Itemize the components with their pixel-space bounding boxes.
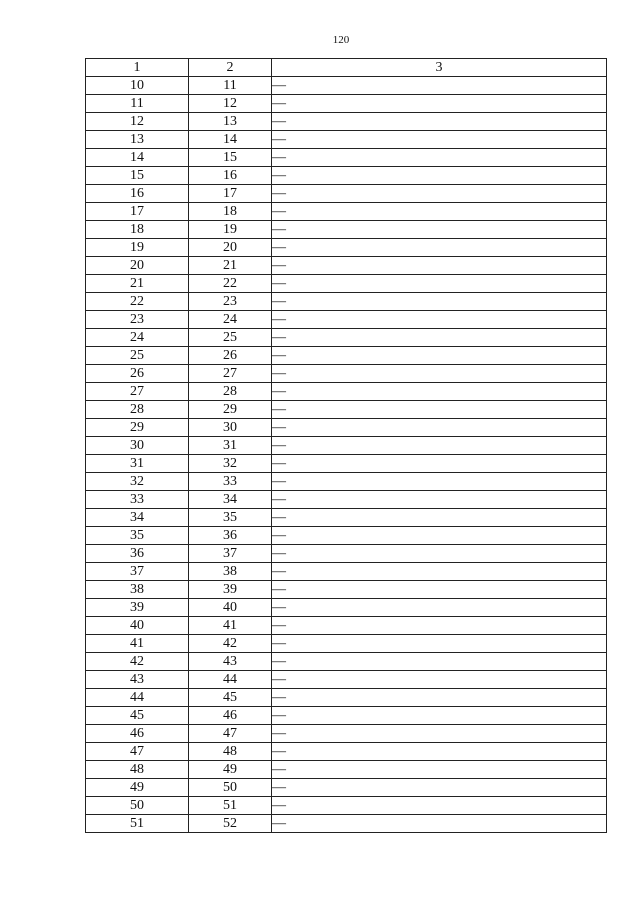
table-cell-col1: 22	[86, 293, 189, 311]
table-cell-col1: 36	[86, 545, 189, 563]
table-row	[86, 725, 607, 743]
table-cell-col3: —	[272, 743, 607, 761]
table-cell-col2: 45	[189, 689, 272, 707]
table-cell-col2: 51	[189, 797, 272, 815]
table-cell-col3: —	[272, 509, 607, 527]
table-cell-col2: 22	[189, 275, 272, 293]
table-cell-col3: —	[272, 635, 607, 653]
table-cell-col1: 26	[86, 365, 189, 383]
table-cell-col3: —	[272, 455, 607, 473]
table-cell-col3: —	[272, 221, 607, 239]
column-header-1: 1	[86, 59, 189, 77]
table-cell-col2: 29	[189, 401, 272, 419]
table-cell-col3: —	[272, 617, 607, 635]
table-cell-col2: 15	[189, 149, 272, 167]
table-cell-col3: —	[272, 653, 607, 671]
table-cell-col1: 24	[86, 329, 189, 347]
table-cell-col1: 51	[86, 815, 189, 833]
table-cell-col1: 28	[86, 401, 189, 419]
table-cell-col1: 20	[86, 257, 189, 275]
table-cell-col2: 38	[189, 563, 272, 581]
table-cell-col3: —	[272, 203, 607, 221]
table-cell-col1: 17	[86, 203, 189, 221]
table-row	[86, 95, 607, 113]
table-cell-col1: 45	[86, 707, 189, 725]
table-cell-col3: —	[272, 383, 607, 401]
table-row	[86, 689, 607, 707]
table-cell-col1: 29	[86, 419, 189, 437]
table-row	[86, 365, 607, 383]
table-row	[86, 185, 607, 203]
table-cell-col2: 17	[189, 185, 272, 203]
table-cell-col2: 44	[189, 671, 272, 689]
table-cell-col3: —	[272, 581, 607, 599]
column-header-3: 3	[272, 59, 607, 77]
table-cell-col1: 46	[86, 725, 189, 743]
data-table	[85, 58, 607, 833]
table-cell-col2: 23	[189, 293, 272, 311]
table-row	[86, 455, 607, 473]
table-cell-col2: 18	[189, 203, 272, 221]
table-cell-col1: 37	[86, 563, 189, 581]
table-row	[86, 293, 607, 311]
table-row	[86, 761, 607, 779]
table-cell-col3: —	[272, 815, 607, 833]
table-cell-col2: 20	[189, 239, 272, 257]
table-row	[86, 509, 607, 527]
table-cell-col1: 40	[86, 617, 189, 635]
table-cell-col1: 50	[86, 797, 189, 815]
table-row	[86, 473, 607, 491]
table-row	[86, 257, 607, 275]
table-cell-col2: 11	[189, 77, 272, 95]
table-row	[86, 239, 607, 257]
table-cell-col3: —	[272, 563, 607, 581]
table-cell-col2: 48	[189, 743, 272, 761]
table-cell-col1: 49	[86, 779, 189, 797]
table-cell-col3: —	[272, 761, 607, 779]
table-row	[86, 401, 607, 419]
table-cell-col3: —	[272, 599, 607, 617]
table-cell-col3: —	[272, 437, 607, 455]
table-cell-col2: 32	[189, 455, 272, 473]
table-row	[86, 329, 607, 347]
table-cell-col2: 26	[189, 347, 272, 365]
table-cell-col1: 41	[86, 635, 189, 653]
table-cell-col2: 42	[189, 635, 272, 653]
table-cell-col1: 33	[86, 491, 189, 509]
table-cell-col2: 28	[189, 383, 272, 401]
header-row	[86, 59, 607, 77]
table-row	[86, 707, 607, 725]
table-cell-col1: 43	[86, 671, 189, 689]
table-cell-col3: —	[272, 707, 607, 725]
table-row	[86, 437, 607, 455]
table-cell-col2: 21	[189, 257, 272, 275]
table-cell-col1: 38	[86, 581, 189, 599]
table-cell-col3: —	[272, 671, 607, 689]
table-row	[86, 617, 607, 635]
table-cell-col2: 41	[189, 617, 272, 635]
table-cell-col1: 42	[86, 653, 189, 671]
table-cell-col2: 33	[189, 473, 272, 491]
table-cell-col1: 19	[86, 239, 189, 257]
table-cell-col1: 48	[86, 761, 189, 779]
table-cell-col1: 13	[86, 131, 189, 149]
table-cell-col2: 40	[189, 599, 272, 617]
table-cell-col3: —	[272, 131, 607, 149]
table-cell-col1: 35	[86, 527, 189, 545]
table-row	[86, 545, 607, 563]
table-cell-col2: 14	[189, 131, 272, 149]
table-cell-col3: —	[272, 689, 607, 707]
table-cell-col3: —	[272, 257, 607, 275]
table-cell-col1: 31	[86, 455, 189, 473]
table-cell-col3: —	[272, 797, 607, 815]
table-row	[86, 113, 607, 131]
table-row	[86, 779, 607, 797]
column-header-2: 2	[189, 59, 272, 77]
table-cell-col3: —	[272, 329, 607, 347]
table-row	[86, 275, 607, 293]
table-cell-col3: —	[272, 491, 607, 509]
table-cell-col3: —	[272, 77, 607, 95]
table-cell-col3: —	[272, 167, 607, 185]
table-row	[86, 203, 607, 221]
table-cell-col2: 39	[189, 581, 272, 599]
table-cell-col1: 15	[86, 167, 189, 185]
table-cell-col2: 13	[189, 113, 272, 131]
table-cell-col1: 23	[86, 311, 189, 329]
table-row	[86, 131, 607, 149]
table-body	[86, 77, 607, 833]
table-cell-col1: 39	[86, 599, 189, 617]
table-row	[86, 383, 607, 401]
table-cell-col2: 36	[189, 527, 272, 545]
table-row	[86, 581, 607, 599]
table-cell-col3: —	[272, 347, 607, 365]
table-cell-col3: —	[272, 185, 607, 203]
table-cell-col2: 37	[189, 545, 272, 563]
table-cell-col2: 46	[189, 707, 272, 725]
table-row	[86, 743, 607, 761]
page-number: 120	[332, 34, 350, 46]
table-row	[86, 491, 607, 509]
table-row	[86, 221, 607, 239]
table-cell-col3: —	[272, 239, 607, 257]
table-cell-col3: —	[272, 779, 607, 797]
table-cell-col1: 11	[86, 95, 189, 113]
table-cell-col2: 35	[189, 509, 272, 527]
table-cell-col3: —	[272, 365, 607, 383]
table-row	[86, 77, 607, 95]
table-cell-col1: 18	[86, 221, 189, 239]
table-cell-col1: 34	[86, 509, 189, 527]
table-cell-col3: —	[272, 527, 607, 545]
table-cell-col3: —	[272, 545, 607, 563]
table-header	[86, 59, 607, 77]
table-cell-col2: 43	[189, 653, 272, 671]
table-cell-col3: —	[272, 275, 607, 293]
table-cell-col2: 47	[189, 725, 272, 743]
table-row	[86, 347, 607, 365]
table-row	[86, 635, 607, 653]
table-cell-col2: 31	[189, 437, 272, 455]
table-cell-col2: 12	[189, 95, 272, 113]
table-cell-col3: —	[272, 473, 607, 491]
table-cell-col3: —	[272, 725, 607, 743]
table-cell-col3: —	[272, 401, 607, 419]
table-row	[86, 563, 607, 581]
table-row	[86, 419, 607, 437]
table-cell-col2: 50	[189, 779, 272, 797]
table-cell-col2: 27	[189, 365, 272, 383]
table-row	[86, 527, 607, 545]
table-cell-col2: 25	[189, 329, 272, 347]
table-cell-col1: 27	[86, 383, 189, 401]
table-row	[86, 599, 607, 617]
table-cell-col1: 44	[86, 689, 189, 707]
table-cell-col1: 14	[86, 149, 189, 167]
table-row	[86, 149, 607, 167]
table-row	[86, 167, 607, 185]
table-cell-col2: 49	[189, 761, 272, 779]
table-cell-col3: —	[272, 149, 607, 167]
table-cell-col1: 10	[86, 77, 189, 95]
table-cell-col3: —	[272, 95, 607, 113]
table-cell-col2: 52	[189, 815, 272, 833]
table-row	[86, 653, 607, 671]
table-cell-col3: —	[272, 113, 607, 131]
table-cell-col3: —	[272, 419, 607, 437]
table-row	[86, 671, 607, 689]
table-cell-col1: 25	[86, 347, 189, 365]
table-cell-col2: 19	[189, 221, 272, 239]
table-cell-col2: 34	[189, 491, 272, 509]
table-row	[86, 815, 607, 833]
table-cell-col1: 16	[86, 185, 189, 203]
table-cell-col1: 30	[86, 437, 189, 455]
table-cell-col3: —	[272, 293, 607, 311]
table-cell-col3: —	[272, 311, 607, 329]
table-cell-col1: 47	[86, 743, 189, 761]
table-cell-col2: 30	[189, 419, 272, 437]
table-cell-col1: 21	[86, 275, 189, 293]
table-cell-col2: 24	[189, 311, 272, 329]
table-row	[86, 311, 607, 329]
table-cell-col1: 32	[86, 473, 189, 491]
table-row	[86, 797, 607, 815]
table-cell-col1: 12	[86, 113, 189, 131]
table-cell-col2: 16	[189, 167, 272, 185]
